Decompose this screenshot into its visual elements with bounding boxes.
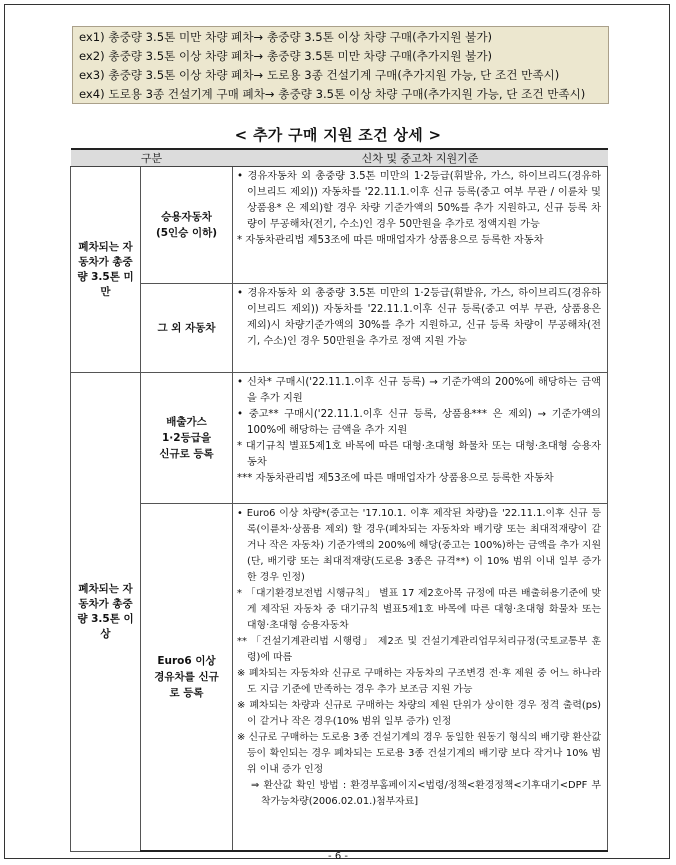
examples-box: [72, 26, 609, 104]
criteria-note: *** 자동차관리법 제53조에 따른 매매업자가 상품용으로 등록한 자동차: [237, 473, 554, 484]
subcategory-other: 그 외 자동차: [141, 284, 233, 373]
criteria-cell: [233, 167, 608, 284]
example-line: ex1) 총중량 3.5톤 미만 차량 폐차→ 총중량 3.5톤 이상 차량 구매(추가지원 불가): [79, 30, 493, 44]
support-criteria-table: [70, 148, 608, 852]
subcategory-grade12: 배출가스 1·2등급을 신규로 등록: [141, 373, 233, 504]
criteria-text: • Euro6 이상 차량*(중고는 '17.10.1. 이후 제작된 차량)을 '22.11.1.이후 신규 등록(이륜차·상품용 제외) 할 경우(폐차되는 자동차와 배기량 또는 최대적재량이 같거나 작은 자동차) 기준가액의 200%에 해당(중고는 100%)하는 금액을 추가 지원(단, 배기량 또는 최대적재량(도로용 3종은 규격**) 이 10% 범위 이내 일부 증가한 경우 인정): [237, 508, 602, 583]
criteria-text: • 신차* 구매시('22.11.1.이후 신규 등록) → 기준가액의 200%에 해당하는 금액을 추가 지원: [237, 377, 602, 404]
section-title: < 추가 구매 지원 조건 상세 >: [234, 126, 442, 144]
criteria-text: • 경유자동차 외 총중량 3.5톤 미만의 1·2등급(휘발유, 가스, 하이브리드(경유하이브리드 제외)) 자동차를 '22.11.1.이후 신규 등록(중고 여부 무관 / 이륜차 및 상품용* 은 제외)할 경우 차량 기준가액의 50%를 추가 지원하고, 신규 등록 차량이 무공해차(전기, 수소)인 경우 50만원을 추가로 정액지원 가능: [237, 171, 602, 230]
table-row: [71, 167, 608, 284]
table-header-row: [71, 149, 608, 167]
table-row: [71, 373, 608, 504]
group-label-over-3.5t: 폐차되는 자동차가 총중량 3.5톤 이상: [71, 373, 141, 852]
criteria-text: • 경유자동차 외 총중량 3.5톤 미만의 1·2등급(휘발유, 가스, 하이브리드(경유하이브리드 제외)) 자동차를 '22.11.1.이후 신규 등록(중고 여부 무관, 상품용은 제외)시 차량기준가액의 30%를 추가 지원하고, 신규 등록 차량이 무공해차(전기, 수소)인 경우 50만원을 추가로 정액 지원 가능: [237, 288, 602, 347]
criteria-cell: [233, 504, 608, 852]
header-criteria: 신차 및 중고차 지원기준: [233, 149, 608, 167]
example-line: ex3) 총중량 3.5톤 이상 차량 폐차→ 도로용 3종 건설기계 구매(추가지원 가능, 단 조건 만족시): [79, 68, 560, 82]
table-row: [71, 504, 608, 852]
header-category: 구분: [71, 149, 233, 167]
example-line: ex2) 총중량 3.5톤 이상 차량 폐차→ 총중량 3.5톤 미만 차량 구매(추가지원 불가): [79, 49, 493, 63]
criteria-method: ⇒ 환산값 확인 방법 : 환경부홈페이지<법령/정책<환경정책<기후대기<DPF 부착가능차량(2006.02.01.)첨부자료]: [251, 780, 602, 807]
page-number: - 6 -: [328, 851, 348, 862]
criteria-note: * 자동차관리법 제53조에 따른 매매업자가 상품용으로 등록한 자동차: [237, 235, 544, 246]
criteria-cell: [233, 284, 608, 373]
criteria-note: * 대기규칙 별표5제1호 바목에 따른 대형·초대형 화물차 또는 대형·초대형 승용자동차: [237, 441, 602, 468]
table-row: [71, 284, 608, 373]
criteria-cell: [233, 373, 608, 504]
subcategory-euro6: Euro6 이상 경유차를 신규로 등록: [141, 504, 233, 852]
criteria-text: • 중고** 구매시('22.11.1.이후 신규 등록, 상품용*** 은 제외) → 기준가액의 100%에 해당하는 금액을 추가 지원: [237, 409, 602, 436]
criteria-note: ** 「건설기계관리법 시행령」 제2조 및 건설기계관리업무처리규정(국토교통부 훈령)에 따름: [237, 636, 602, 663]
example-line: ex4) 도로용 3종 건설기계 구매 폐차→ 총중량 3.5톤 이상 차량 구매(추가지원 가능, 단 조건 만족시): [79, 87, 586, 101]
criteria-remark: ※ 폐차되는 자동차와 신규로 구매하는 자동차의 구조변경 전·후 제원 중 어느 하나라도 지급 기준에 만족하는 경우 추가 보조금 지원 가능: [237, 668, 602, 695]
criteria-remark: ※ 폐차되는 차량과 신규로 구매하는 차량의 제원 단위가 상이한 경우 정격 출력(ps)이 같거나 작은 경우(10% 범위 일부 증가) 인정: [237, 700, 602, 727]
criteria-note: * 「대기환경보전법 시행규칙」 별표 17 제2호아목 규정에 따른 배출허용기준에 맞게 제작된 자동차 중 대기규칙 별표5제1호 바목에 따른 대형·초대형 화물차 또는 대형·초대형 승용자동차: [237, 588, 602, 631]
group-label-under-3.5t: 폐차되는 자동차가 총중량 3.5톤 미만: [71, 167, 141, 373]
criteria-remark: ※ 신규로 구매하는 도로용 3종 건설기계의 경우 동일한 원동기 형식의 배기량 환산값 등이 확인되는 경우 폐차되는 도로용 3종 건설기계의 배기량 보다 작거나 10% 범위 이내 증가 인정: [237, 732, 602, 775]
subcategory-passenger: 승용자동차 (5인승 이하): [141, 167, 233, 284]
